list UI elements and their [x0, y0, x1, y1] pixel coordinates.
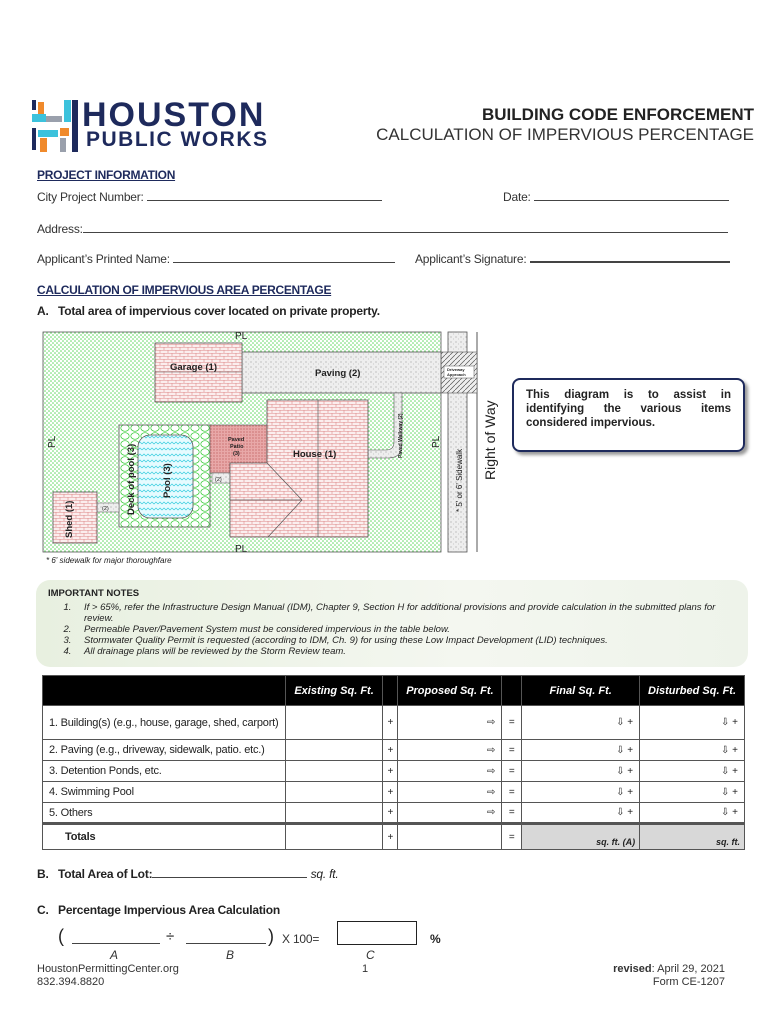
proposed-input[interactable]: ⇨ — [398, 706, 502, 740]
city-project-number-label: City Project Number: — [37, 190, 144, 204]
date-field[interactable] — [503, 190, 729, 204]
value-b-input[interactable] — [186, 943, 266, 944]
sidewalk-label: * 5' or 6' Sidewalk — [455, 448, 464, 512]
existing-input[interactable] — [285, 761, 383, 782]
row-label: 5. Others — [43, 803, 286, 824]
footer-phone: 832.394.8820 — [37, 976, 105, 988]
header-disturbed: Disturbed Sq. Ft. — [640, 676, 745, 706]
totals-row: Totals + = sq. ft. (A) sq. ft. — [43, 824, 745, 850]
city-project-number-field[interactable] — [37, 190, 382, 204]
shed-label: Shed (1) — [64, 500, 75, 538]
signature-field[interactable] — [415, 252, 730, 266]
value-c-input[interactable] — [337, 921, 417, 945]
lot-area-input[interactable] — [152, 867, 307, 878]
table-header — [43, 676, 745, 706]
address-field[interactable] — [37, 222, 728, 236]
value-a-input[interactable] — [72, 943, 160, 944]
proposed-input[interactable]: ⇨ — [398, 740, 502, 761]
table-row: 1. Building(s) (e.g., house, garage, shed, carport) + ⇨ = ⇩ + ⇩ + — [43, 706, 745, 740]
site-diagram — [30, 320, 510, 570]
right-of-way-label: Right of Way — [482, 400, 498, 480]
row-label: 2. Paving (e.g., driveway, sidewalk, patio. etc.) — [43, 740, 286, 761]
table-row: 4. Swimming Pool + ⇨ = ⇩ + ⇩ + — [43, 782, 745, 803]
final-input[interactable]: ⇩ + — [522, 782, 640, 803]
totals-proposed-input[interactable] — [398, 824, 502, 850]
row-label: 4. Swimming Pool — [43, 782, 286, 803]
disturbed-input[interactable]: ⇩ + — [640, 782, 745, 803]
totals-label: Totals — [43, 824, 286, 850]
note-item: 2. Permeable Paver/Pavement System must be considered impervious in the table below. — [74, 624, 736, 635]
section-b: B. Total Area of Lot: sq. ft. — [37, 867, 339, 881]
table-row: 3. Detention Ponds, etc. + ⇨ = ⇩ + ⇩ + — [43, 761, 745, 782]
totals-existing-input[interactable] — [285, 824, 383, 850]
signature-label: Applicant’s Signature: — [415, 252, 527, 266]
header-final: Final Sq. Ft. — [522, 676, 640, 706]
row-label: 3. Detention Ponds, etc. — [43, 761, 286, 782]
final-input[interactable]: ⇩ + — [522, 740, 640, 761]
existing-input[interactable] — [285, 706, 383, 740]
logo-houston: HOUSTON — [82, 96, 266, 134]
pl-top-label: PL — [235, 331, 248, 342]
logo-public-works: PUBLIC WORKS — [86, 128, 269, 151]
form-number: Form CE-1207 — [652, 976, 725, 988]
note-item: 1. If > 65%, refer the Infrastructure Design Manual (IDM), Chapter 9, Section H for additional provisions and provide calculation in the submitted plans for review. — [74, 602, 736, 624]
page-number: 1 — [362, 963, 369, 975]
important-notes — [36, 580, 748, 667]
walkway-label: Paved Walkway (2) — [398, 413, 404, 458]
section-a-title: A. Total area of impervious cover located on private property. — [37, 304, 380, 318]
final-input[interactable]: ⇩ + — [522, 803, 640, 824]
disturbed-input[interactable]: ⇩ + — [640, 740, 745, 761]
row-label: 1. Building(s) (e.g., house, garage, shed, carport) — [43, 706, 286, 740]
note-item: 4. All drainage plans will be reviewed by the Storm Review team. — [74, 646, 736, 657]
two-label-patio: (2) — [215, 477, 222, 483]
calculation-heading: CALCULATION OF IMPERVIOUS AREA PERCENTAGE — [37, 283, 332, 297]
totals-final-input[interactable]: sq. ft. (A) — [522, 824, 640, 850]
footer-site: HoustonPermittingCenter.org — [37, 963, 179, 975]
proposed-input[interactable]: ⇨ — [398, 761, 502, 782]
date-label: Date: — [503, 190, 531, 204]
address-label: Address: — [37, 222, 83, 236]
final-input[interactable]: ⇩ + — [522, 706, 640, 740]
pl-left-label: PL — [47, 435, 58, 448]
paving-label: Paving (2) — [315, 368, 361, 379]
final-input[interactable]: ⇩ + — [522, 761, 640, 782]
existing-input[interactable] — [285, 740, 383, 761]
proposed-input[interactable]: ⇨ — [398, 782, 502, 803]
pl-right-label: PL — [431, 435, 442, 448]
patio-label-1: Paved — [228, 437, 245, 443]
printed-name-field[interactable] — [37, 252, 395, 266]
house-label: House (1) — [293, 449, 337, 460]
deck-label: Deck of pool (3) — [126, 443, 137, 515]
pl-bottom-label: PL — [235, 544, 248, 555]
table-row: 5. Others + ⇨ = ⇩ + ⇩ + — [43, 803, 745, 824]
diagram-callout: This diagram is to assist in identifying the various items considered impervious. — [512, 378, 745, 452]
revised-date: revised: April 29, 2021 — [613, 963, 725, 975]
patio-label-2: Patio — [230, 444, 244, 450]
patio-label-3: (3) — [233, 451, 240, 457]
existing-input[interactable] — [285, 803, 383, 824]
note-item: 3. Stormwater Quality Permit is requested (according to IDM, Ch. 9) for using these Low Impact Development (LID) techniques. — [74, 635, 736, 646]
proposed-input[interactable]: ⇨ — [398, 803, 502, 824]
page-subtitle: CALCULATION OF IMPERVIOUS PERCENTAGE — [376, 125, 754, 144]
impervious-table — [42, 675, 745, 850]
table-row: 2. Paving (e.g., driveway, sidewalk, patio. etc.) + ⇨ = ⇩ + ⇩ + — [43, 740, 745, 761]
shed — [53, 492, 97, 543]
disturbed-input[interactable]: ⇩ + — [640, 761, 745, 782]
pool-label: Pool (3) — [162, 463, 173, 498]
header-existing: Existing Sq. Ft. — [285, 676, 383, 706]
driveway-label: Driveway — [447, 367, 465, 372]
existing-input[interactable] — [285, 782, 383, 803]
approach-label: Approach — [447, 372, 466, 377]
logo — [32, 100, 78, 152]
sidewalk-footnote: * 6' sidewalk for major thoroughfare — [46, 556, 172, 565]
project-information-heading: PROJECT INFORMATION — [37, 168, 176, 182]
disturbed-input[interactable]: ⇩ + — [640, 706, 745, 740]
two-label-shed: (2) — [102, 506, 109, 512]
garage-label: Garage (1) — [170, 362, 217, 373]
page-title: BUILDING CODE ENFORCEMENT — [482, 105, 754, 124]
disturbed-input[interactable]: ⇩ + — [640, 803, 745, 824]
section-c: C. Percentage Impervious Area Calculation — [37, 903, 281, 917]
notes-heading: IMPORTANT NOTES — [48, 588, 140, 599]
totals-disturbed-input[interactable]: sq. ft. — [640, 824, 745, 850]
header-proposed: Proposed Sq. Ft. — [398, 676, 502, 706]
printed-name-label: Applicant’s Printed Name: — [37, 252, 170, 266]
